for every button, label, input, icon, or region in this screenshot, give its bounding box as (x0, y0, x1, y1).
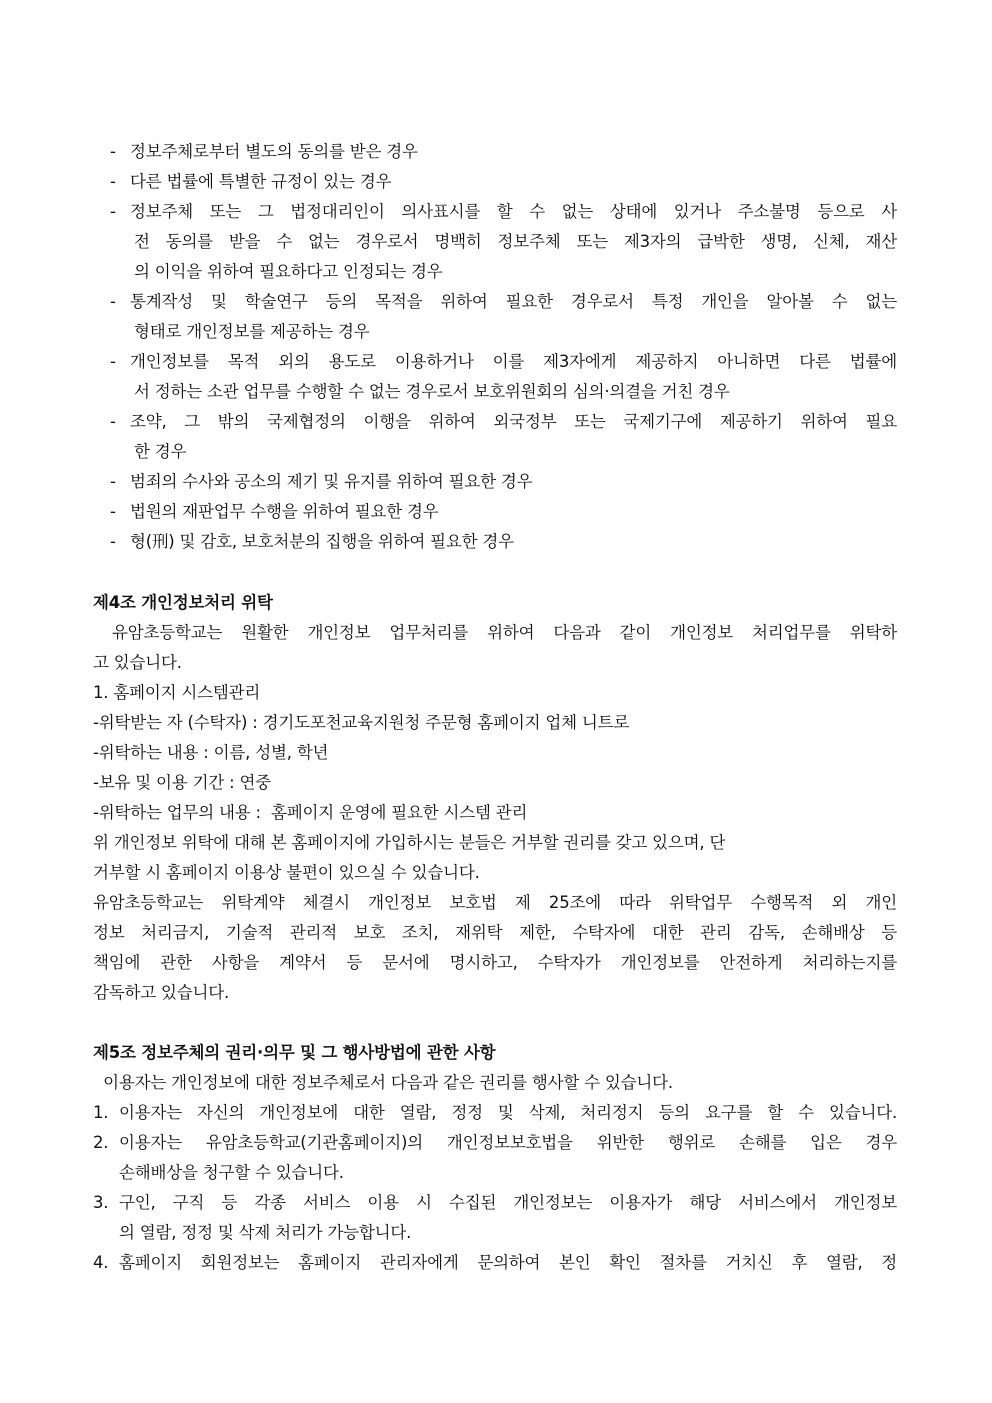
list-item: 형(刑) 및 감호, 보호처분의 집행을 위하여 필요한 경우 (130, 532, 514, 551)
numbered-item: 이용자는 자신의 개인정보에 대한 열람, 정정 및 삭제, 처리정지 등의 요구를 할 수 있습니다. (119, 1103, 897, 1122)
bullet-dash: - (110, 142, 116, 161)
item-number: 2. (93, 1133, 109, 1152)
list-item-continued: 의 이익을 위하여 필요하다고 인정되는 경우 (134, 262, 443, 281)
detail-line: -위탁하는 업무의 내용 : 홈페이지 운영에 필요한 시스템 관리 (93, 803, 528, 822)
detail-line: -보유 및 이용 기간 : 연중 (93, 773, 271, 792)
detail-line: -위탁받는 자 (수탁자) : 경기도포천교육지원청 주문형 홈페이지 업체 니트로 (93, 713, 630, 732)
numbered-item: 이용자는 유암초등학교(기관홈페이지)의 개인정보보호법을 위반한 행위로 손해를 입은 경우 (119, 1133, 897, 1152)
section-heading: 제4조 개인정보처리 위탁 (93, 593, 273, 612)
list-item: 정보주체 또는 그 법정대리인이 의사표시를 할 수 없는 상태에 있거나 주소불명 등으로 사 (130, 202, 897, 221)
item-number: 1. (93, 1103, 109, 1122)
bullet-dash: - (110, 352, 116, 371)
bullet-dash: - (110, 502, 116, 521)
paragraph-line: 고 있습니다. (93, 653, 182, 672)
bullet-dash: - (110, 292, 116, 311)
paragraph-line: 감독하고 있습니다. (93, 983, 230, 1002)
paragraph-line: 거부할 시 홈페이지 이용상 불편이 있으실 수 있습니다. (93, 863, 480, 882)
list-item: 통계작성 및 학술연구 등의 목적을 위하여 필요한 경우로서 특정 개인을 알아볼 수 없는 (130, 292, 897, 311)
detail-line: -위탁하는 내용 : 이름, 성별, 학년 (93, 743, 329, 762)
list-item: 정보주체로부터 별도의 동의를 받은 경우 (130, 142, 418, 161)
numbered-item-continued: 손해배상을 청구할 수 있습니다. (119, 1163, 344, 1182)
numbered-item: 홈페이지 회원정보는 홈페이지 관리자에게 문의하여 본인 확인 절차를 거치신 후 열람, 정 (119, 1253, 897, 1272)
paragraph-line: 유암초등학교는 위탁계약 체결시 개인정보 보호법 제 25조에 따라 위탁업무 수행목적 외 개인 (93, 893, 897, 912)
bullet-dash: - (110, 412, 116, 431)
list-item-continued: 서 정하는 소관 업무를 수행할 수 없는 경우로서 보호위원회의 심의·의결을 거친 경우 (134, 382, 730, 401)
list-item: 법원의 재판업무 수행을 위하여 필요한 경우 (130, 502, 439, 521)
paragraph-line: 위 개인정보 위탁에 대해 본 홈페이지에 가입하시는 분들은 거부할 권리를 갖고 있으며, 단 (93, 833, 726, 852)
bullet-dash: - (110, 172, 116, 191)
numbered-item-continued: 의 열람, 정정 및 삭제 처리가 가능합니다. (119, 1223, 412, 1242)
paragraph-line: 책임에 관한 사항을 계약서 등 문서에 명시하고, 수탁자가 개인정보를 안전하게 처리하는지를 (93, 953, 897, 972)
paragraph-line: 이용자는 개인정보에 대한 정보주체로서 다음과 같은 권리를 행사할 수 있습니다. (93, 1073, 673, 1092)
item-number: 3. (93, 1193, 109, 1212)
numbered-item: 구인, 구직 등 각종 서비스 이용 시 수집된 개인정보는 이용자가 해당 서비스에서 개인정보 (119, 1193, 897, 1212)
bullet-dash: - (110, 472, 116, 491)
list-item: 조약, 그 밖의 국제협정의 이행을 위하여 외국정부 또는 국제기구에 제공하기 위하여 필요 (130, 412, 897, 431)
paragraph-line: 정보 처리금지, 기술적 관리적 보호 조치, 재위탁 제한, 수탁자에 대한 관리 감독, 손해배상 등 (93, 923, 897, 942)
paragraph-line: 유암초등학교는 원활한 개인정보 업무처리를 위하여 다음과 같이 개인정보 처리업무를 위탁하 (93, 623, 897, 642)
list-item-continued: 전 동의를 받을 수 없는 경우로서 명백히 정보주체 또는 제3자의 급박한 생명, 신체, 재산 (134, 232, 897, 251)
list-item-continued: 한 경우 (134, 442, 187, 461)
section-heading: 제5조 정보주체의 권리·의무 및 그 행사방법에 관한 사항 (93, 1043, 496, 1062)
item-title: 1. 홈페이지 시스템관리 (93, 683, 261, 702)
list-item: 개인정보를 목적 외의 용도로 이용하거나 이를 제3자에게 제공하지 아니하면 다른 법률에 (130, 352, 897, 371)
bullet-dash: - (110, 532, 116, 551)
list-item: 범죄의 수사와 공소의 제기 및 유지를 위하여 필요한 경우 (130, 472, 533, 491)
list-item-continued: 형태로 개인정보를 제공하는 경우 (134, 322, 370, 341)
list-item: 다른 법률에 특별한 규정이 있는 경우 (130, 172, 392, 191)
bullet-dash: - (110, 202, 116, 221)
item-number: 4. (93, 1253, 109, 1272)
